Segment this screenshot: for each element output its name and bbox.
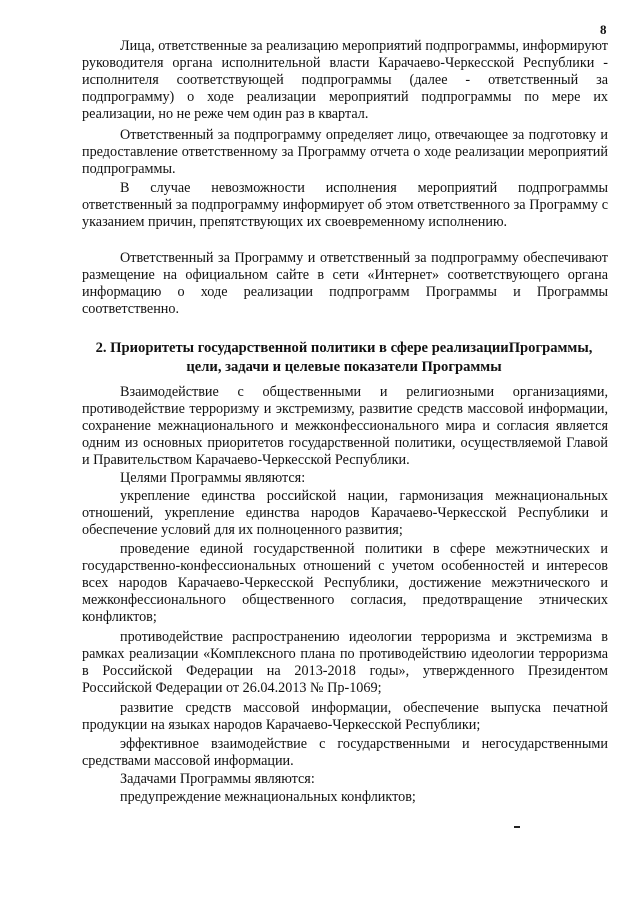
goal-mass-media: развитие средств массовой информации, обеспечение выпуска печатной продукции на языках народов Карачаево-Черкесской Республики;	[82, 700, 608, 733]
goal-counter-terrorism: противодействие распространению идеологии терроризма и экстремизма в рамках реализации «Комплексного плана по противодействию идеологии терроризма в Российской Федерации на 2013-2018 годы», утвержденного Президентом Российской Федерации от 26.04.2013 № Пр-1069;	[82, 629, 608, 696]
task-prevent-conflicts: предупреждение межнациональных конфликтов;	[120, 789, 416, 805]
paragraph-responsible-defines: Ответственный за подпрограмму определяет лицо, отвечающее за подготовку и предоставление ответственному за Программу отчета о ходе реализации мероприятий подпрограммы.	[82, 127, 608, 177]
scan-mark	[514, 826, 520, 828]
paragraph-website-publication: Ответственный за Программу и ответственный за подпрограмму обеспечивают размещение на официальном сайте в сети «Интернет» соответствующего органа информацию о ходе реализации подпрограмм Программы и Программы соответственно.	[82, 250, 608, 317]
section-heading: 2. Приоритеты государственной политики в сфере реализацииПрограммы, цели, задачи и целевые показатели Программы	[95, 340, 593, 375]
paragraph-responsible-persons: Лица, ответственные за реализацию мероприятий подпрограммы, информируют руководителя органа исполнительной власти Карачаево-Черкесской Республики - исполнителя соответствующей подпрограммы (далее - ответственный за подпрограмму) о ходе реализации мероприятий подпрограммы по мере их реализации, но не реже чем один раз в квартал.	[82, 38, 608, 122]
page-number: 8	[600, 22, 607, 37]
tasks-heading: Задачами Программы являются:	[120, 771, 315, 787]
paragraph-impossibility: В случае невозможности исполнения мероприятий подпрограммы ответственный за подпрограмму информирует об этом ответственного за Программу с указанием причин, препятствующих их своевременному исполнению.	[82, 180, 608, 230]
goals-heading: Целями Программы являются:	[120, 470, 306, 486]
goal-state-policy: проведение единой государственной политики в сфере межэтнических и государственно-конфессиональных отношений с учетом особенностей и интересов всех народов Карачаево-Черкесской Республики, достижение межэтнического и межконфессионального общественного согласия, предотвращение этнических конфликтов;	[82, 541, 608, 625]
paragraph-priorities: Взаимодействие с общественными и религиозными организациями, противодействие терроризму и экстремизму, развитие средств массовой информации, сохранение межнационального и межконфессионального мира и согласия является одним из основных приоритетов государственной политики, осуществляемой Главой и Правительством Карачаево-Черкесской Республики.	[82, 384, 608, 468]
goal-interaction: эффективное взаимодействие с государственными и негосударственными средствами массовой информации.	[82, 736, 608, 769]
goal-unity: укрепление единства российской нации, гармонизация межнациональных отношений, укрепление единства народов Карачаево-Черкесской Республики и обеспечение условий для их полноценного развития;	[82, 488, 608, 538]
